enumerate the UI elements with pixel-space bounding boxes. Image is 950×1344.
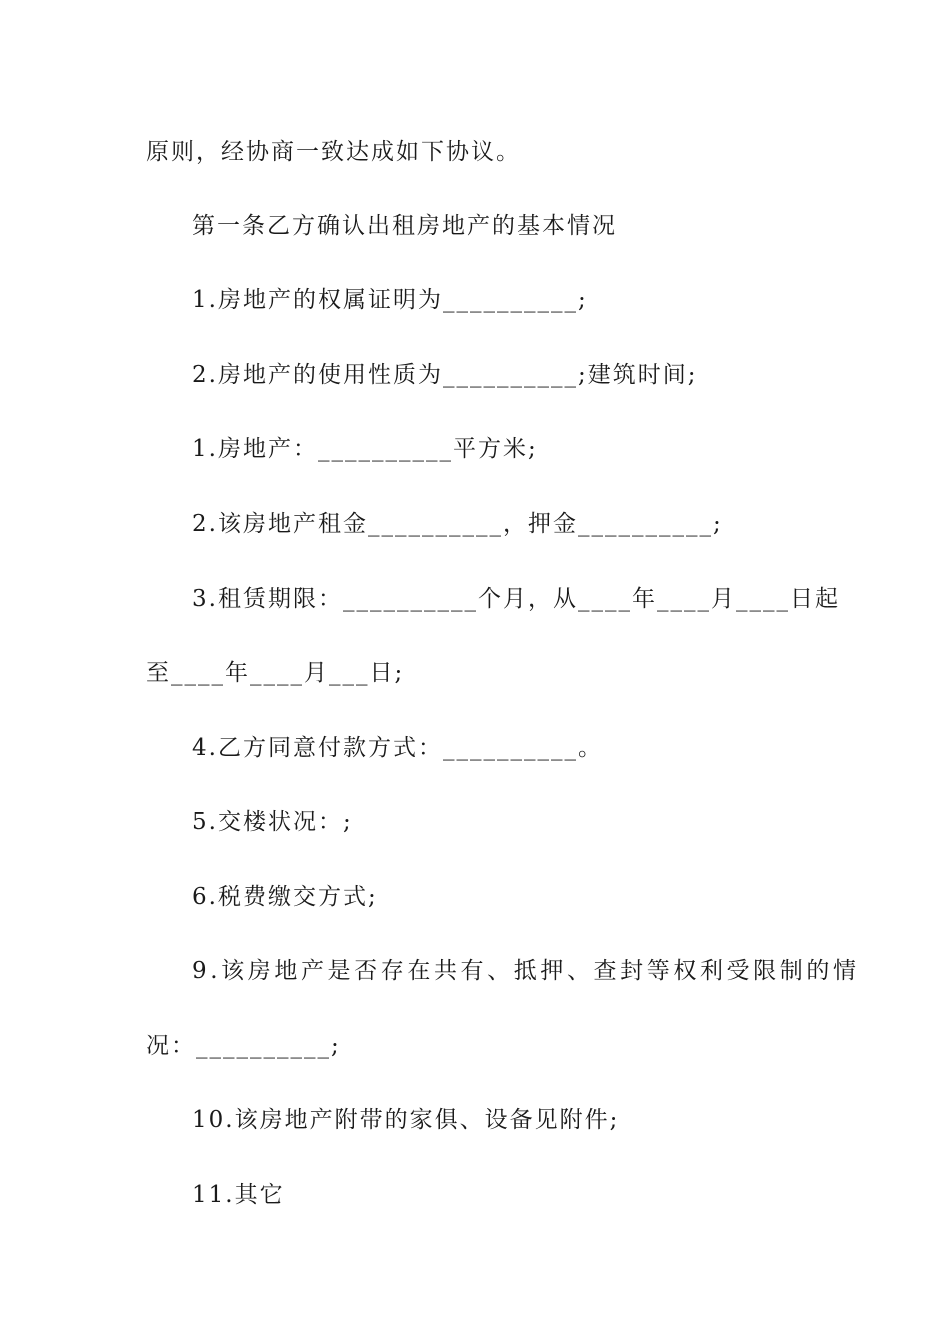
paragraph-line: 5.交楼状况：; (192, 809, 353, 835)
paragraph-line: 3.租赁期限：__________个月，从____年____月____日起 (192, 586, 840, 612)
paragraph-line: 4.乙方同意付款方式：__________。 (192, 735, 603, 761)
paragraph-line: 9.该房地产是否存在共有、抵押、查封等权利受限制的情 (192, 958, 860, 984)
paragraph-line: 原则，经协商一致达成如下协议。 (146, 139, 521, 165)
paragraph-line: 1.房地产的权属证明为__________; (192, 287, 588, 313)
section-heading: 第一条乙方确认出租房地产的基本情况 (192, 213, 617, 239)
paragraph-line: 况：__________; (146, 1033, 341, 1059)
paragraph-line: 11.其它 (192, 1182, 285, 1208)
paragraph-line: 6.税费缴交方式; (192, 884, 378, 910)
paragraph-line: 2.房地产的使用性质为__________;建筑时间; (192, 362, 698, 388)
paragraph-line: 2.该房地产租金__________，押金__________; (192, 511, 723, 537)
paragraph-line: 至____年____月___日; (146, 660, 405, 686)
paragraph-line: 1.房地产：__________平方米; (192, 436, 538, 462)
paragraph-line: 10.该房地产附带的家俱、设备见附件; (192, 1107, 620, 1133)
